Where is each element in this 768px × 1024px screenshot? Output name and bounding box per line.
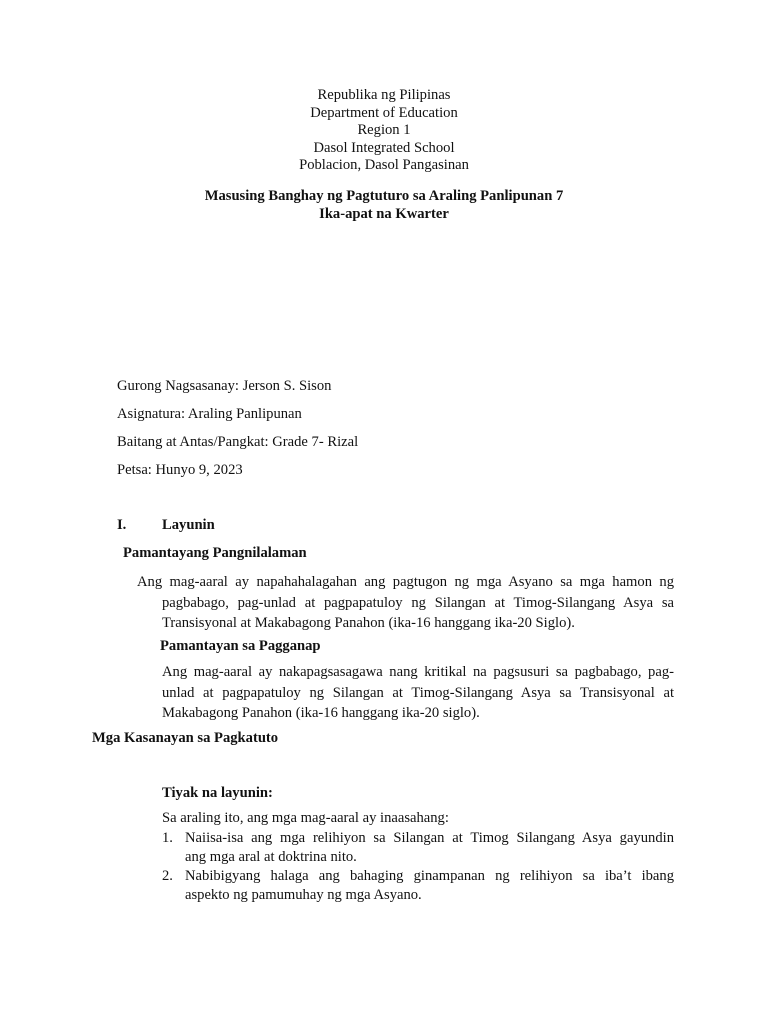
title-line-2: Ika-apat na Kwarter: [319, 205, 449, 222]
list-item-line: aspekto ng pamumuhay ng mga Asyano.: [185, 887, 422, 903]
header-department: Department of Education: [310, 104, 458, 121]
objectives-intro: Sa araling ito, ang mga mag-aaral ay inaasahang:: [162, 810, 449, 826]
content-standard-line: Ang mag-aaral ay napahahalagahan ang pagtugon ng mga Asyano sa mga hamon ng: [137, 574, 674, 590]
objectives-heading: Tiyak na layunin:: [162, 785, 273, 801]
header-address: Poblacion, Dasol Pangasinan: [299, 157, 469, 173]
performance-standard-line: unlad at pagpapatuloy ng Silangan at Timog-Silangang Asya sa Transisyonal at: [162, 684, 674, 701]
content-standard-line: pagbabago, pag-unlad at pagpapatuloy ng Silangan at Timog-Silangang Asya sa: [162, 594, 674, 611]
performance-standard-paragraph: [162, 662, 674, 724]
header-country: Republika ng Pilipinas: [317, 87, 451, 103]
teacher-info: Gurong Nagsasanay: Jerson S. Sison: [117, 378, 332, 394]
competencies-heading: Mga Kasanayan sa Pagkatuto: [92, 730, 279, 746]
performance-standard-line: Makabagong Panahon (ika-16 hanggang ika-20 siglo).: [162, 705, 480, 721]
list-item-text: [185, 867, 674, 905]
grade-info: Baitang at Antas/Pangkat: Grade 7- Rizal: [117, 434, 359, 450]
letterhead: [0, 87, 768, 175]
list-item: [162, 867, 674, 905]
list-item-line: Nabibigyang halaga ang bahaging ginampanan ng relihiyon sa iba’t ibang: [185, 868, 674, 884]
performance-standard-heading: Pamantayan sa Pagganap: [160, 638, 321, 654]
list-item-number: 1.: [162, 830, 173, 846]
list-item-line: Naiisa-isa ang mga relihiyon sa Silangan at Timog Silangang Asya gayundin: [185, 830, 674, 846]
document-title: [0, 188, 768, 223]
content-standard-line: Transisyonal at Makabagong Panahon (ika-16 hanggang ika-20 Siglo).: [162, 615, 575, 631]
content-standard-paragraph: [137, 572, 674, 634]
title-line-1: Masusing Banghay ng Pagtuturo sa Araling Panlipunan 7: [204, 188, 564, 204]
section-heading: Layunin: [162, 517, 215, 533]
list-item-number: 2.: [162, 868, 173, 884]
header-school: Dasol Integrated School: [313, 139, 455, 156]
list-item-text: [185, 829, 674, 867]
date-info: Petsa: Hunyo 9, 2023: [117, 462, 243, 478]
section-number: I.: [117, 517, 127, 533]
header-region: Region 1: [357, 122, 411, 138]
subject-info: Asignatura: Araling Panlipunan: [117, 406, 302, 422]
list-item-line: ang mga aral at doktrina nito.: [185, 849, 357, 865]
content-standard-heading: Pamantayang Pangnilalaman: [123, 545, 307, 561]
list-item: [162, 829, 674, 867]
performance-standard-line: Ang mag-aaral ay nakapagsasagawa nang kritikal na pagsusuri sa pagbabago, pag-: [162, 664, 674, 680]
